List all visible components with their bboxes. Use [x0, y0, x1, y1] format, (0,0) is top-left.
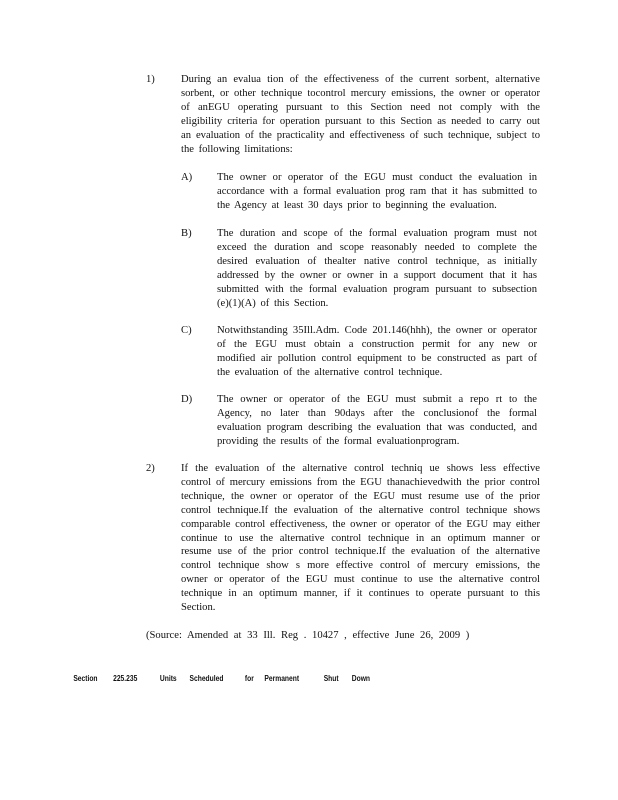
section-title-word: Shut [323, 673, 339, 683]
subitem-letter: C) [181, 325, 192, 336]
section-label: Section [73, 673, 98, 683]
subitem-text: The owner or operator of the EGU must conduct the evaluation in accordance with a formal evaluation prog ram that it has submitted to the Agency at least 30 days prior to beginning the evaluation. [217, 172, 537, 211]
section-title-word: Scheduled [189, 673, 224, 683]
item-number: 2) [146, 463, 155, 474]
item-text: If the evaluation of the alternative control techniq ue shows less effective control of mercury emissions from the EGU thanachievedwith the prior control technique, the owner or operator of the EGU must resume use of the prior control technique.If the evaluation of the alternative control technique shows comparable control effectiveness, the owner or operator of the EGU may either continue to use the alternative control technique in an optimum manner or resume use of the prior control technique.If the evaluation of the alternative control technique show s more effective control of mercury emissions, the owner or operator of the EGU must continue to use the alternative control technique in an optimum manner, if it continues to operate pursuant to this Section. [181, 463, 540, 614]
subitem-text: Notwithstanding 35Ill.Adm. Code 201.146(hhh), the owner or operator of the EGU must obtain a construction permit for any new or modified air pollution control equipment to be constructed as part of the evaluation of the alternative control technique. [217, 325, 537, 378]
section-title-word: Units [159, 673, 177, 683]
subitem-letter: B) [181, 228, 192, 239]
section-title-word: for [244, 673, 254, 683]
section-heading [0, 673, 482, 687]
subitem-letter: D) [181, 394, 193, 405]
item-number: 1) [146, 74, 155, 85]
subitem-text: The owner or operator of the EGU must submit a repo rt to the Agency, no later than 90days after the conclusionof the formal evaluation program describing the evaluation that was conducted, and providing the results of the formal evaluationprogram. [217, 394, 537, 447]
section-title-word: Permanent [264, 673, 300, 683]
subitem-text: The duration and scope of the formal evaluation program must not exceed the duration and scope reasonably needed to complete the desired evaluation of thealter native control technique, as initially addressed by the owner or owner in a support document that it has submitted with the formal evaluation program pursuant to subsection (e)(1)(A) of this Section. [217, 228, 537, 309]
source-note: (Source: Amended at 33 Ill. Reg . 10427 , effective June 26, 2009 ) [146, 630, 470, 641]
subitem-letter: A) [181, 172, 193, 183]
section-number: 225.235 [113, 673, 138, 683]
section-title-word: Down [351, 673, 371, 683]
item-text: During an evalua tion of the effectiveness of the current sorbent, alternative sorbent, or other technique tocontrol mercury emissions, the owner or operator of anEGU operating pursuant to this Section need not comply with the eligibility criteria for operation pursuant to this Section as needed to carry out an evaluation of the practicality and effectiveness of such technique, subject to the following limitations: [181, 74, 540, 155]
